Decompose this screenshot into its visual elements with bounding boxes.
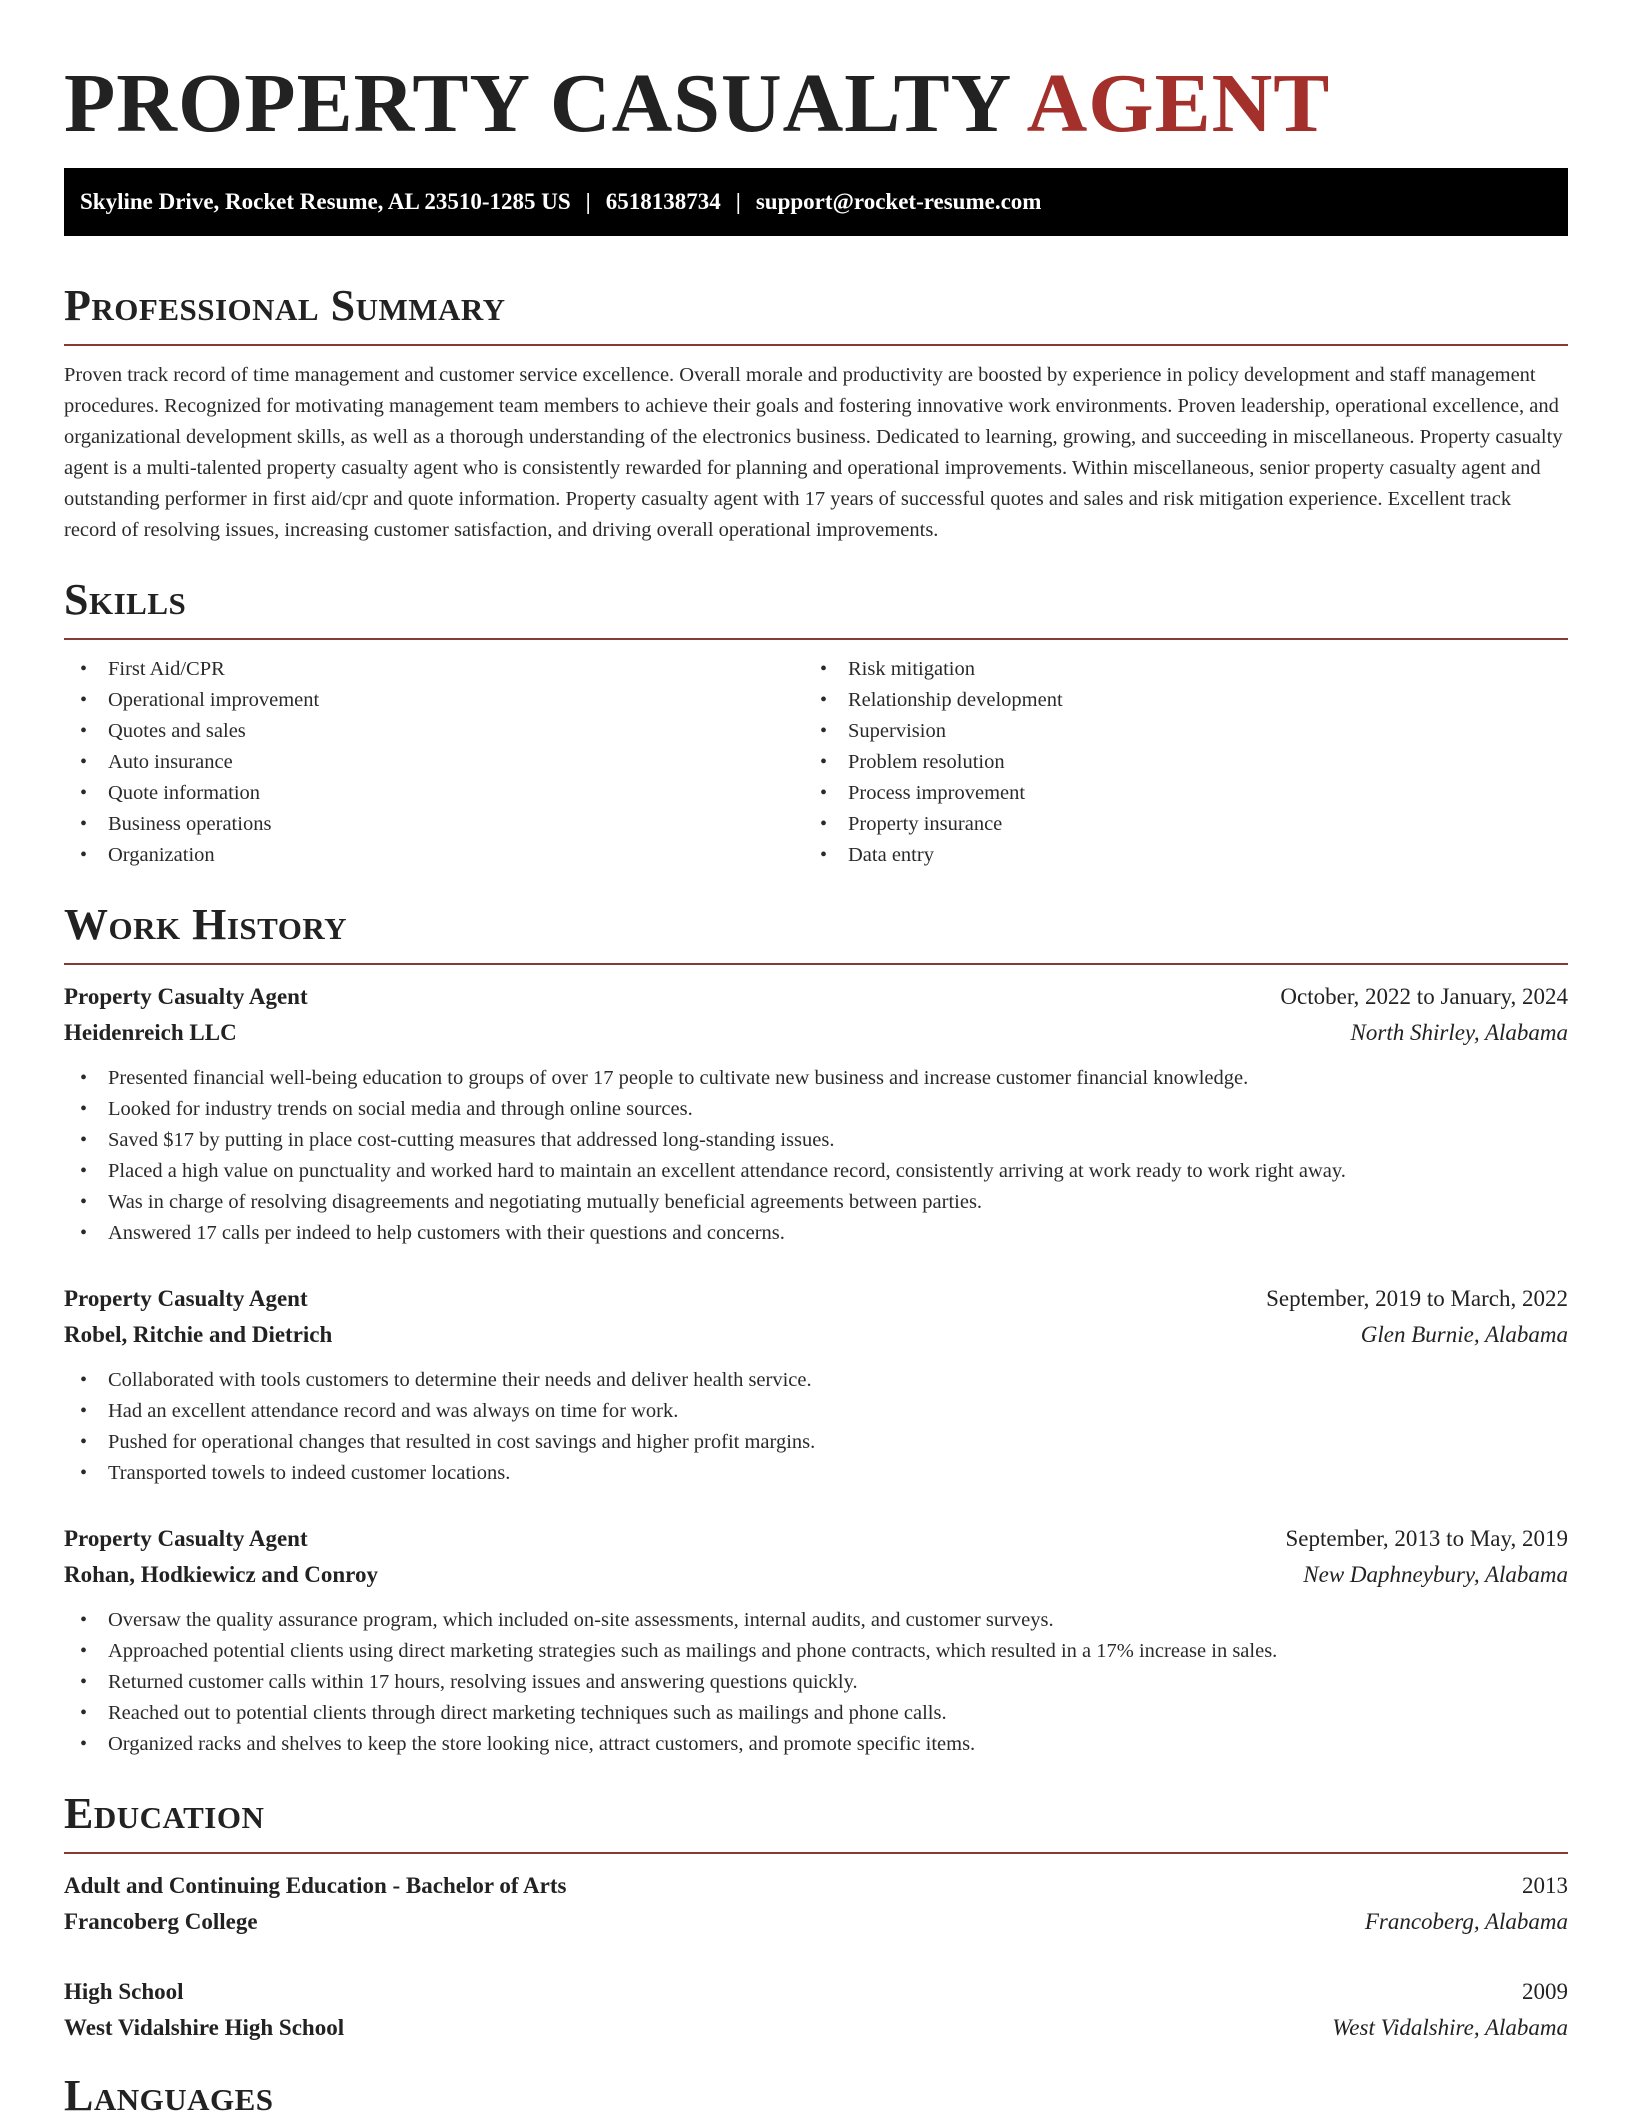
skill-item: • Process improvement [804,778,1544,809]
job-bullet: • Answered 17 calls per indeed to help customers with their questions and concerns. [64,1218,1568,1249]
section-divider [64,963,1568,965]
skill-item: • Supervision [804,716,1544,747]
job-company: Robel, Ritchie and Dietrich [64,1322,333,1347]
education-location: Francoberg, Alabama [1364,1909,1568,1934]
job-bullet: • Returned customer calls within 17 hours, resolving issues and answering questions quickly. [64,1667,1568,1698]
job-bullets [64,1605,1568,1760]
education-year: 2009 [1522,1979,1568,2004]
job-bullet: • Pushed for operational changes that resulted in cost savings and higher profit margins. [64,1427,1568,1458]
education-school: West Vidalshire High School [64,2015,345,2040]
summary-section [64,280,1568,546]
contact-phone: 6518138734 [605,189,721,214]
job-bullet: • Placed a high value on punctuality and worked hard to maintain an excellent attendance record, consistently arriving at work ready to work right away. [64,1156,1568,1187]
skills-column-right [804,654,1544,871]
contact-separator: | [585,189,591,214]
skills-section [64,574,1568,871]
job-bullet: • Looked for industry trends on social media and through online sources. [64,1094,1568,1125]
job-bullet: • Oversaw the quality assurance program, which included on-site assessments, internal audits, and customer surveys. [64,1605,1568,1636]
skill-item: • Property insurance [804,809,1544,840]
contact-bar [64,168,1568,236]
resume-title [64,56,1568,152]
skills-column-left [64,654,804,871]
job-bullet: • Presented financial well-being education to groups of over 17 people to cultivate new business and increase customer financial knowledge. [64,1063,1568,1094]
job-bullet: • Saved $17 by putting in place cost-cutting measures that addressed long-standing issues. [64,1125,1568,1156]
section-divider [64,1852,1568,1854]
skill-item: • Quotes and sales [64,716,804,747]
job-company: Rohan, Hodkiewicz and Conroy [64,1562,378,1587]
skill-item: • Operational improvement [64,685,804,716]
skill-item: • First Aid/CPR [64,654,804,685]
title-accent: AGENT [1026,57,1331,150]
summary-text: Proven track record of time management and customer service excellence. Overall morale and productivity are boosted by experience in policy development and staff management procedures. Recognized for motivating management team members to achieve their goals and fostering innovative work environments. Proven leadership, operational excellence, and organizational development skills, as well as a thorough understanding of the electronics business. Dedicated to learning, growing, and succeeding in miscellaneous. Property casualty agent is a multi-talented property casualty agent who is consistently rewarded for planning and operational improvements. Within miscellaneous, senior property casualty agent and outstanding performer in first aid/cpr and quote information. Property casualty agent with 17 years of successful quotes and sales and risk mitigation experience. Excellent track record of resolving issues, increasing customer satisfaction, and driving overall operational improvements. [64,364,1563,541]
summary-heading: Professional Summary [64,281,506,330]
contact-address: Skyline Drive, Rocket Resume, AL 23510-1285 US [80,189,571,214]
skill-item: • Risk mitigation [804,654,1544,685]
skill-item: • Data entry [804,840,1544,871]
skills-list [64,654,1568,871]
job-bullet: • Had an excellent attendance record and was always on time for work. [64,1396,1568,1427]
job-dates: September, 2019 to March, 2022 [1266,1286,1568,1311]
job-bullet: • Transported towels to indeed customer locations. [64,1458,1568,1489]
job-company: Heidenreich LLC [64,1020,237,1045]
job-location: New Daphneybury, Alabama [1303,1562,1568,1587]
job-bullet: • Approached potential clients using direct marketing strategies such as mailings and phone contracts, which resulted in a 17% increase in sales. [64,1636,1568,1667]
job-title: Property Casualty Agent [64,1526,308,1551]
contact-email: support@rocket-resume.com [755,189,1042,214]
skill-item: • Problem resolution [804,747,1544,778]
section-divider [64,344,1568,346]
job-dates: October, 2022 to January, 2024 [1280,984,1568,1009]
job-bullet: • Organized racks and shelves to keep the store looking nice, attract customers, and promote specific items. [64,1729,1568,1760]
skills-heading: Skills [64,575,187,624]
skill-item: • Quote information [64,778,804,809]
skill-item: • Relationship development [804,685,1544,716]
contact-separator: | [735,189,741,214]
work-history-section [64,899,1568,1760]
job-bullets [64,1063,1568,1249]
skill-item: • Organization [64,840,804,871]
job-entry [64,1521,1568,1760]
education-year: 2013 [1522,1873,1568,1898]
job-bullets [64,1365,1568,1489]
job-dates: September, 2013 to May, 2019 [1285,1526,1568,1551]
job-entry [64,1281,1568,1489]
job-title: Property Casualty Agent [64,1286,308,1311]
resume-page [64,56,1568,2122]
skill-item: • Business operations [64,809,804,840]
job-bullet: • Reached out to potential clients through direct marketing techniques such as mailings and phone calls. [64,1698,1568,1729]
education-section [64,1788,1568,2046]
education-location: West Vidalshire, Alabama [1332,2015,1568,2040]
job-bullet: • Was in charge of resolving disagreements and negotiating mutually beneficial agreements between parties. [64,1187,1568,1218]
job-location: Glen Burnie, Alabama [1360,1322,1568,1347]
job-location: North Shirley, Alabama [1350,1020,1568,1045]
section-divider [64,638,1568,640]
work-history-heading: Work History [64,900,348,949]
education-entry [64,1974,1568,2046]
skill-item: • Auto insurance [64,747,804,778]
education-entry [64,1868,1568,1940]
title-main: PROPERTY CASUALTY [64,57,1010,150]
education-degree: High School [64,1979,184,2004]
education-heading: Education [64,1789,265,1838]
education-degree: Adult and Continuing Education - Bachelor of Arts [64,1873,567,1898]
job-title: Property Casualty Agent [64,984,308,1009]
job-bullet: • Collaborated with tools customers to determine their needs and deliver health service. [64,1365,1568,1396]
job-entry [64,979,1568,1249]
languages-heading: Languages [64,2071,274,2120]
education-school: Francoberg College [64,1909,258,1934]
